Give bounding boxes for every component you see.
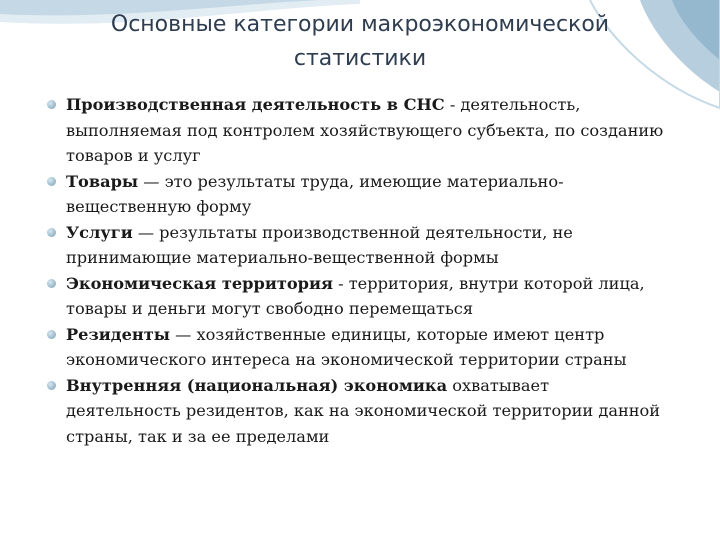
definition-text: охватывает деятельность резидентов, как на экономической территории данной страны, так и за ее пределами <box>66 375 661 446</box>
title-line-2: статистики <box>293 46 427 71</box>
term-services: Услуги <box>66 222 133 242</box>
bullet-icon <box>47 100 56 109</box>
list-item <box>44 92 664 169</box>
definition-text: — результаты производственной деятельности, не принимающие материально-вещественной формы <box>66 222 573 267</box>
term-goods: Товары <box>66 171 139 191</box>
list-item <box>44 373 664 450</box>
definitions-list <box>44 92 664 449</box>
term-domestic-economy: Внутренняя (национальная) экономика <box>66 375 448 395</box>
bullet-icon <box>47 279 56 288</box>
term-economic-territory: Экономическая территория <box>66 273 333 293</box>
definition-text: — это результаты труда, имеющие материально-вещественную форму <box>66 171 564 216</box>
bullet-icon <box>47 330 56 339</box>
term-production-activity: Производственная деятельность в СНС <box>66 95 445 114</box>
list-item <box>44 169 664 220</box>
definition-text: — хозяйственные единицы, которые имеют центр экономического интереса на экономической территории страны <box>66 324 627 369</box>
list-item <box>44 220 664 271</box>
bullet-icon <box>47 228 56 237</box>
term-residents: Резиденты <box>66 324 171 344</box>
definition-text: - территория, внутри которой лица, товары и деньги могут свободно перемещаться <box>66 273 645 318</box>
title-line-1: Основные категории макроэкономической <box>110 12 610 37</box>
list-item <box>44 322 664 373</box>
definition-text: - деятельность, выполняемая под контролем хозяйствующего субъекта, по созданию товаров и услуг <box>66 95 664 165</box>
slide-title <box>70 8 650 76</box>
bullet-icon <box>47 381 56 390</box>
bullet-icon <box>47 177 56 186</box>
list-item <box>44 271 664 322</box>
